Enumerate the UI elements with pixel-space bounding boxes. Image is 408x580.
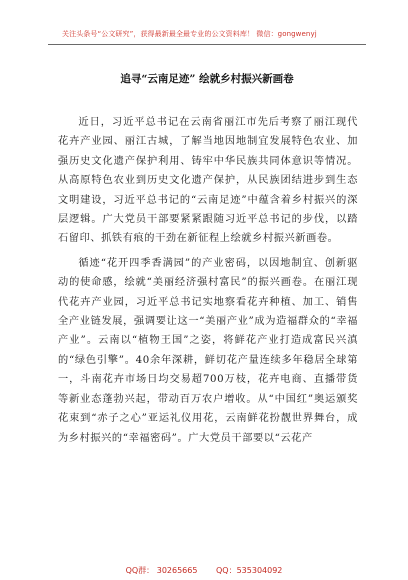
header-promo-note: 关注头条号“公文研究”，获得最新最全最专业的公文资料库！ 微信：gongwenyj	[62, 30, 317, 38]
footer-qq-group: QQ群： 30265665	[125, 566, 198, 575]
document-body	[58, 113, 358, 453]
body-paragraph: 近日，习近平总书记在云南省丽江市先后考察了丽江现代花卉产业园、丽江古城，了解当地因地制宜发展特色农业、加强历史文化遗产保护利用、铸牢中华民族共同体意识等情况。从高原特色农业到历史文化遗产保护，从民族团结进步到生态文明建设，习近平总书记的“云南足迹”中蕴含着乡村振兴的深层逻辑。广大党员干部要紧紧跟随习近平总书记的步伐，以踏石留印、抓铁有痕的干劲在新征程上绘就乡村振兴新画卷。	[58, 117, 358, 245]
header-divider	[48, 44, 366, 45]
footer-qq-number: QQ：535304092	[216, 566, 283, 575]
body-paragraph: 循迹“花开四季香满园”的产业密码，以因地制宜、创新驱动的使命感，绘就“美丽经济强村富民”的振兴画卷。在丽江现代花卉产业园，习近平总书记实地察看花卉种植、加工、销售全产业链发展，强调要让这一“美丽产业”成为造福群众的“幸福产业”。云南以“植物王国”之姿，将鲜花产业打造成富民兴滇的“绿色引擎”。40余年深耕，鲜切花产量连续多年稳居全球第一，斗南花卉市场日均交易超700万枝，花卉电商、直播带货等新业态蓬勃兴起，带动百万农户增收。从“中国红”奥运颁奖花束到“赤子之心”亚运礼仪用花，云南鲜花扮靓世界舞台，成为乡村振兴的“幸福密码”。广大党员干部要以“云花产	[58, 257, 358, 444]
document-title: 追寻“云南足迹” 绘就乡村振兴新画卷	[120, 73, 294, 85]
footer-contact	[0, 565, 408, 576]
